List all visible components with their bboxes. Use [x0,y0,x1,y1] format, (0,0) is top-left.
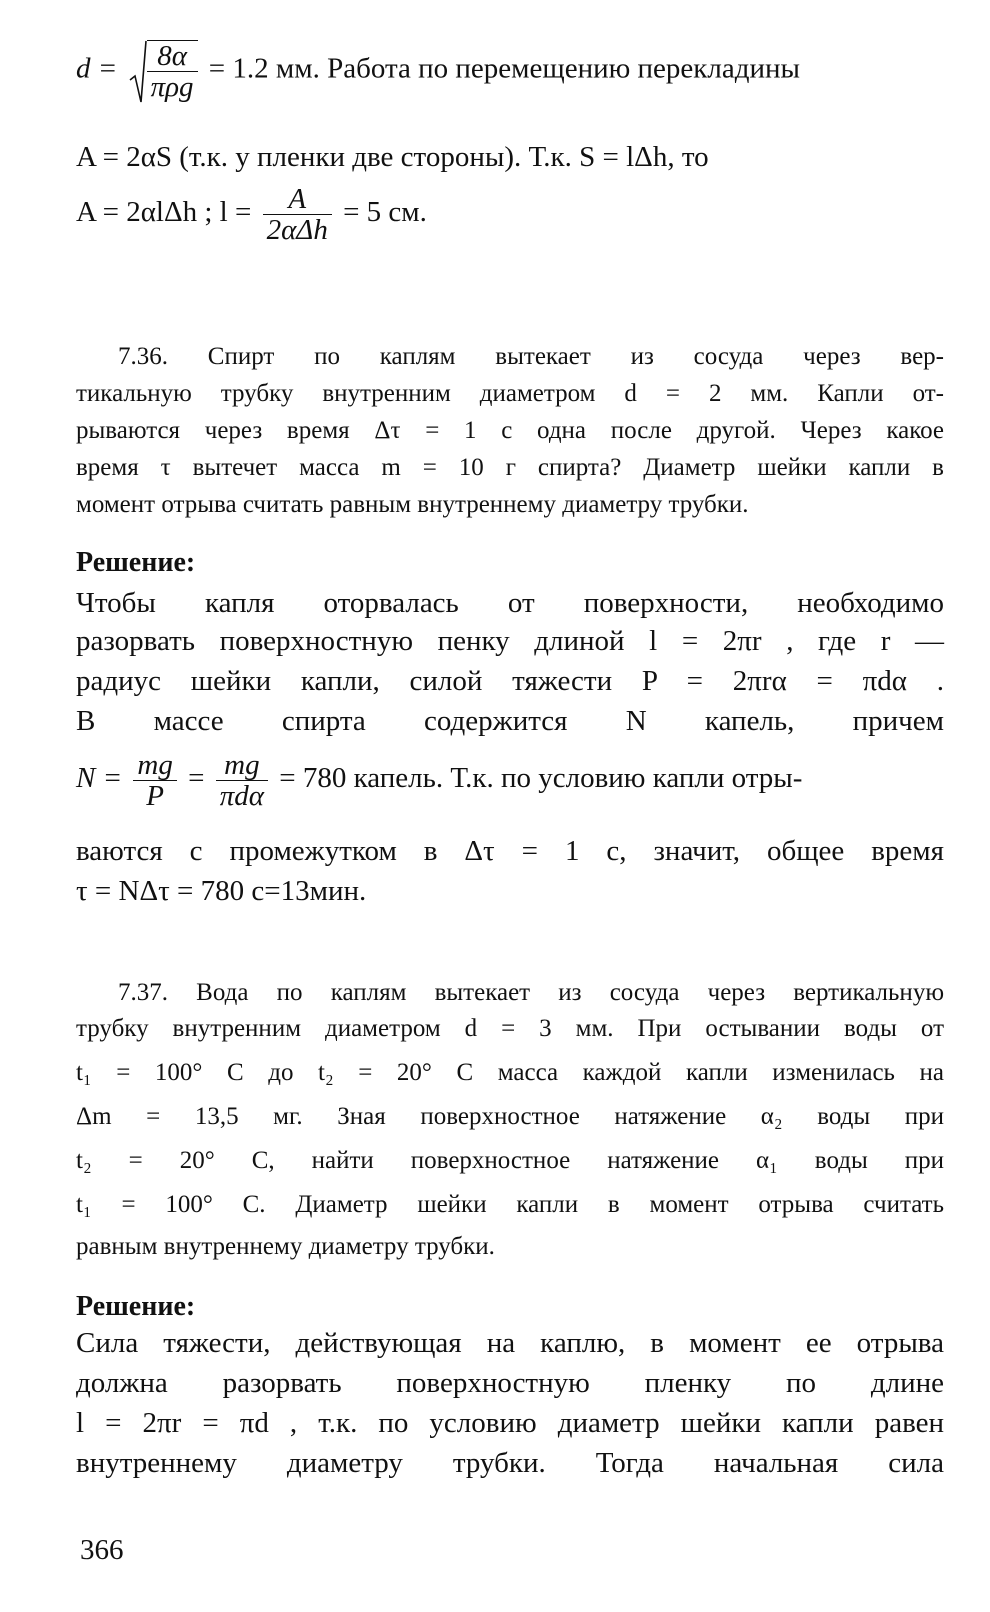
formula-d [76,40,944,110]
formula-n-equals: = [188,762,205,795]
formula-n-lhs: N = [76,762,123,795]
formula-n [76,750,944,820]
problem-736-line-5: момент отрыва считать равным внутреннему диаметру трубки. [76,491,749,518]
radical-icon [129,40,147,104]
formula-n-numerator-2: mg [216,750,268,781]
formula-l-denominator: 2αΔh [266,214,328,246]
formula-l-numerator: A [263,184,332,215]
solution-736-line-2: разорвать поверхностную пенку длиной l = 2πr , где r — [76,625,944,657]
problem-737-line-1: 7.37. Вода по каплям вытекает из сосуда через вертикальную [118,979,944,1006]
problem-737-line-7: равным внутреннему диаметру трубки. [76,1233,495,1260]
sqrt-sign [129,40,198,102]
problem-736-line-2: тикальную трубку внутренним диаметром d = 2 мм. Капли от- [76,380,944,407]
solution-736-line-3: радиус шейки капли, силой тяжести P = 2πrα = πdα . [76,665,944,697]
formula-d-numerator: 8α [147,41,198,72]
solution-736-line-5: ваются с промежутком в Δτ = 1 с, значит, общее время [76,835,944,867]
solution-737-line-2: должна разорвать поверхностную пленку по длине [76,1367,944,1399]
formula-d-denominator: πρg [150,71,194,103]
formula-a: A = 2αS (т.к. у пленки две стороны). Т.к. S = lΔh, то [76,141,709,173]
formula-n-numerator-1: mg [133,750,176,781]
solution-737-line-4: внутреннему диаметру трубки. Тогда начальная сила [76,1447,944,1479]
problem-737-line-4: Δm = 13,5 мг. Зная поверхностное натяжение α₂ воды при [76,1103,944,1130]
problem-736-line-4: время τ вытечет масса m = 10 г спирта? Диаметр шейки капли в [76,454,944,481]
problem-736-line-3: рываются через время Δτ = 1 с одна после другой. Через какое [76,417,944,444]
formula-l-rest: = 5 см. [343,196,427,229]
formula-l-lhs: A = 2αlΔh ; l = [76,196,252,229]
formula-n-denominator-2: πdα [219,780,264,812]
problem-737-line-5: t₂ = 20° С, найти поверхностное натяжение α₁ воды при [76,1147,944,1174]
solution-737-line-1: Сила тяжести, действующая на каплю, в момент ее отрыва [76,1327,944,1359]
solution-737-line-3: l = 2πr = πd , т.к. по условию диаметр шейки капли равен [76,1407,944,1439]
solution-736-line-6: τ = NΔτ = 780 с=13мин. [76,875,367,907]
problem-737-line-2: трубку внутренним диаметром d = 3 мм. При остывании воды от [76,1015,944,1042]
formula-l [76,184,944,254]
solution-736-heading: Решение: [76,547,196,578]
formula-d-lhs: d = [76,52,118,85]
solution-736-line-4: В массе спирта содержится N капель, причем [76,705,944,737]
formula-n-denominator-1: P [146,780,164,812]
page-number: 366 [80,1534,124,1566]
problem-736-line-1: 7.36. Спирт по каплям вытекает из сосуда через вер- [118,343,944,370]
formula-n-rest: = 780 капель. Т.к. по условию капли отры- [279,762,803,795]
solution-737-heading: Решение: [76,1291,196,1322]
solution-736-line-1: Чтобы капля оторвалась от поверхности, необходимо [76,587,944,619]
problem-737-line-6: t₁ = 100° С. Диаметр шейки капли в момент отрыва считать [76,1191,944,1218]
problem-737-line-3: t₁ = 100° С до t₂ = 20° С масса каждой капли изменилась на [76,1059,944,1086]
formula-d-rest: = 1.2 мм. Работа по перемещению перекладины [208,52,800,85]
